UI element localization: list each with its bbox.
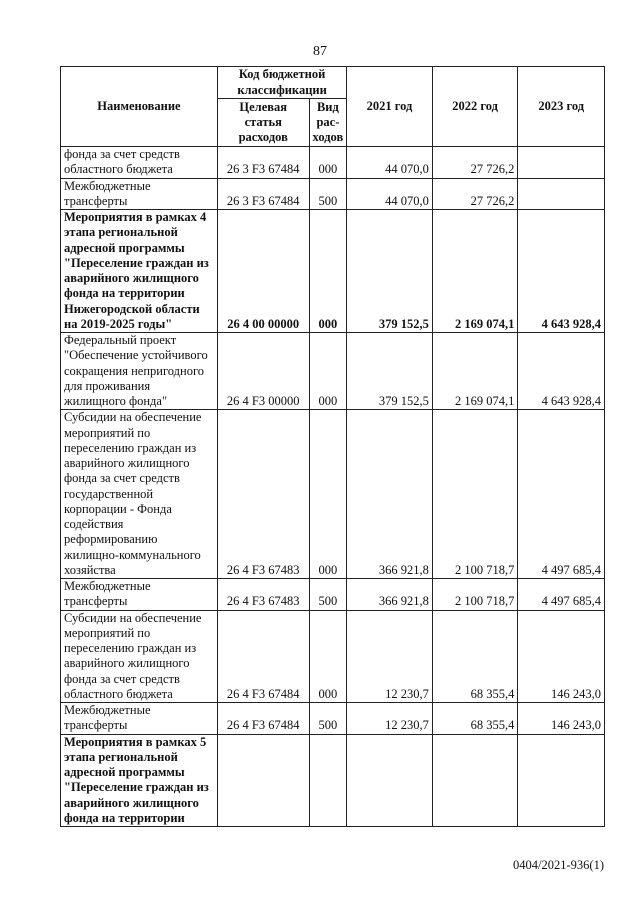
row-expense-type: 500: [309, 703, 347, 735]
row-name: Межбюджетные трансферты: [61, 579, 218, 611]
row-value-2021: [347, 734, 433, 827]
row-value-2023: [518, 178, 605, 210]
row-name: фонда за счет средств областного бюджета: [61, 147, 218, 179]
table-row: [61, 610, 605, 703]
row-expense-type: 000: [309, 333, 347, 410]
row-name: Субсидии на обеспечение мероприятий по переселению граждан из аварийного жилищного фонда за счет средств областного бюджета: [61, 610, 218, 703]
header-target-article: Целевая статья расходов: [217, 99, 309, 147]
document-reference: 0404/2021-936(1): [513, 858, 604, 872]
row-name: Мероприятия в рамках 5 этапа региональной адресной программы "Переселение граждан из аварийного жилищного фонда на территории: [61, 734, 218, 827]
header-year-2023: 2023 год: [518, 67, 605, 147]
row-value-2022: 2 169 074,1: [432, 333, 518, 410]
row-value-2023: [518, 147, 605, 179]
header-budget-code-group: Код бюджетной классификации: [217, 67, 346, 99]
row-value-2023: [518, 734, 605, 827]
row-name: Федеральный проект "Обеспечение устойчивого сокращения непригодного для проживания жилищного фонда": [61, 333, 218, 410]
row-value-2022: 68 355,4: [432, 610, 518, 703]
row-target-article: 26 4 F3 67484: [217, 703, 309, 735]
budget-table: [60, 66, 605, 827]
row-value-2021: 12 230,7: [347, 703, 433, 735]
row-value-2023: 4 643 928,4: [518, 333, 605, 410]
page-number: 87: [313, 44, 327, 59]
table-row: [61, 410, 605, 579]
table-row: [61, 579, 605, 611]
row-target-article: 26 4 F3 67483: [217, 410, 309, 579]
table-row: [61, 210, 605, 333]
row-value-2022: 27 726,2: [432, 147, 518, 179]
row-target-article: 26 3 F3 67484: [217, 178, 309, 210]
row-target-article: 26 4 F3 67484: [217, 610, 309, 703]
row-name: Межбюджетные трансферты: [61, 178, 218, 210]
row-value-2021: 12 230,7: [347, 610, 433, 703]
row-target-article: 26 4 00 00000: [217, 210, 309, 333]
table-row: [61, 703, 605, 735]
header-expense-type: Вид рас-ходов: [309, 99, 347, 147]
row-target-article: 26 4 F3 67483: [217, 579, 309, 611]
row-name: Межбюджетные трансферты: [61, 703, 218, 735]
row-value-2022: 2 100 718,7: [432, 579, 518, 611]
row-value-2023: 146 243,0: [518, 703, 605, 735]
header-year-2021: 2021 год: [347, 67, 433, 147]
row-value-2021: 379 152,5: [347, 333, 433, 410]
row-expense-type: 500: [309, 579, 347, 611]
row-value-2021: 379 152,5: [347, 210, 433, 333]
header-name: Наименование: [61, 67, 218, 147]
row-target-article: 26 4 F3 00000: [217, 333, 309, 410]
row-name: Мероприятия в рамках 4 этапа региональной адресной программы "Переселение граждан из аварийного жилищного фонда на территории Нижегородской области на 2019-2025 годы": [61, 210, 218, 333]
row-expense-type: 000: [309, 410, 347, 579]
table-row: [61, 147, 605, 179]
table-row: [61, 178, 605, 210]
row-value-2021: 44 070,0: [347, 178, 433, 210]
row-value-2022: 2 169 074,1: [432, 210, 518, 333]
row-value-2022: 27 726,2: [432, 178, 518, 210]
row-value-2022: 68 355,4: [432, 703, 518, 735]
row-target-article: 26 3 F3 67484: [217, 147, 309, 179]
row-value-2023: 4 497 685,4: [518, 410, 605, 579]
row-value-2023: 146 243,0: [518, 610, 605, 703]
row-value-2022: [432, 734, 518, 827]
row-value-2021: 366 921,8: [347, 579, 433, 611]
row-value-2021: 44 070,0: [347, 147, 433, 179]
table-row: [61, 333, 605, 410]
header-year-2022: 2022 год: [432, 67, 518, 147]
row-expense-type: 000: [309, 147, 347, 179]
row-expense-type: 000: [309, 210, 347, 333]
row-name: Субсидии на обеспечение мероприятий по переселению граждан из аварийного жилищного фонда за счет средств государственной корпорации - Фонда содействия реформированию жилищно-коммунального хозяйства: [61, 410, 218, 579]
row-expense-type: 500: [309, 178, 347, 210]
row-value-2022: 2 100 718,7: [432, 410, 518, 579]
row-expense-type: [309, 734, 347, 827]
row-value-2023: 4 497 685,4: [518, 579, 605, 611]
row-target-article: [217, 734, 309, 827]
table-row: [61, 734, 605, 827]
row-value-2023: 4 643 928,4: [518, 210, 605, 333]
row-expense-type: 000: [309, 610, 347, 703]
row-value-2021: 366 921,8: [347, 410, 433, 579]
